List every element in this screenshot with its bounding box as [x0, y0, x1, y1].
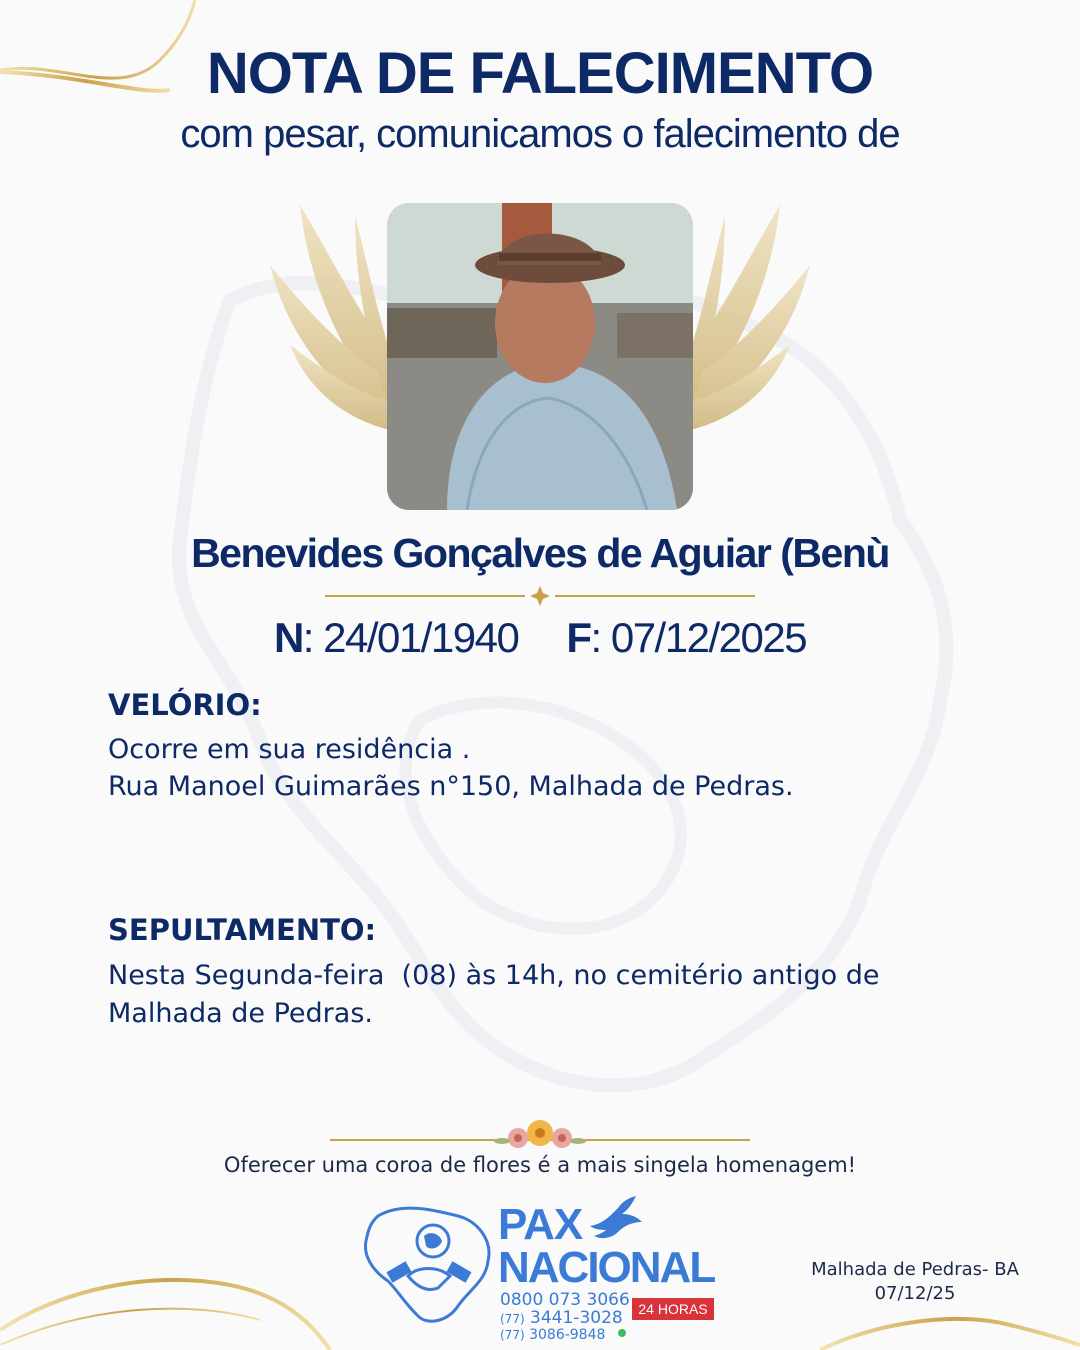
whatsapp-icon [618, 1329, 626, 1337]
life-dates: N: 24/01/1940 F: 07/12/2025 [273, 614, 807, 661]
phone-secondary-area: (77) [500, 1312, 525, 1326]
gold-divider [325, 586, 755, 606]
phone-secondary [500, 1308, 623, 1328]
flowers-icon [330, 1108, 750, 1158]
issue-date: 07/12/25 [874, 1283, 956, 1304]
wake-line-2: Rua Manoel Guimarães n°150, Malhada de Pedras. [108, 771, 794, 802]
burial-line-2: Malhada de Pedras. [108, 998, 373, 1029]
place-label: Malhada de Pedras- BA [811, 1259, 1019, 1280]
phone-secondary-number: 3441-3028 [530, 1308, 623, 1328]
deceased-photo [387, 203, 693, 510]
24h-badge: 24 HORAS [632, 1298, 714, 1320]
wake-line-1: Ocorre em sua residência . [108, 734, 471, 765]
wake-heading: VELÓRIO: [108, 688, 262, 722]
birth-date: 24/01/1940 [323, 614, 519, 661]
brazil-map-handshake-icon [358, 1196, 498, 1331]
deceased-name: Benevides Gonçalves de Aguiar (Benù [191, 530, 889, 576]
birth-label: N [273, 614, 303, 661]
place-and-date [790, 1258, 1040, 1306]
death-date: 07/12/2025 [610, 614, 807, 661]
burial-heading: SEPULTAMENTO: [108, 913, 377, 947]
brand-name-line2: NACIONAL [498, 1243, 715, 1292]
phone-tollfree: 0800 073 3066 [500, 1290, 630, 1310]
tribute-message: Oferecer uma coroa de flores é a mais singela homenagem! [223, 1153, 857, 1177]
page-title: NOTA DE FALECIMENTO [206, 41, 874, 106]
phone-whatsapp [500, 1327, 605, 1343]
brand-name-line1: PAX [498, 1200, 583, 1249]
burial-line-1: Nesta Segunda-feira (08) às 14h, no cemitério antigo de [108, 960, 880, 991]
phone-whatsapp-area: (77) [500, 1328, 525, 1342]
death-label: F [566, 614, 591, 661]
dove-icon [588, 1196, 644, 1240]
phone-whatsapp-number: 3086-9848 [529, 1327, 606, 1343]
page-subtitle: com pesar, comunicamos o falecimento de [180, 112, 900, 156]
